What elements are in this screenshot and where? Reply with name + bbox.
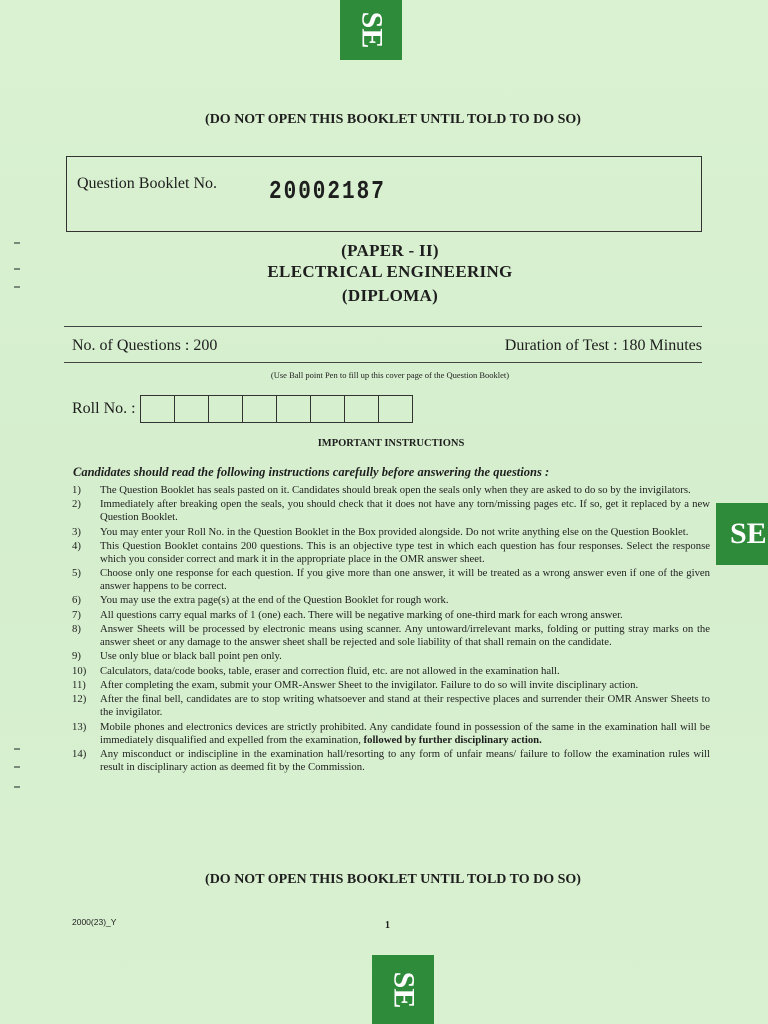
instruction-text <box>100 623 710 649</box>
instruction-item <box>72 650 710 663</box>
instruction-text-body: All questions carry equal marks of 1 (one) each. There will be negative marking of one-third mark for each wrong answer. <box>100 608 623 621</box>
instruction-text-body: Immediately after breaking open the seals, you should check that it does not have any torn/missing pages etc. If so, get it replaced by a new Question Booklet. <box>100 498 710 524</box>
instructions-heading: IMPORTANT INSTRUCTIONS <box>317 438 465 449</box>
instruction-text-body: Any misconduct or indiscipline in the examination hall/resorting to any form of unfair means/ failure to follow the examination rules will result in disciplinary action as deemed fit by the Commission. <box>100 747 710 773</box>
instruction-item <box>72 498 710 524</box>
paper-code: 2000(23)_Y <box>72 917 117 927</box>
seal-sticker-top <box>340 0 402 60</box>
booklet-number-value: 20002187 <box>269 178 386 207</box>
instruction-text-body: Answer Sheets will be processed by electronic means using scanner. Any untoward/irrelevant marks, folding or putting stray marks on the answer sheet or any damage to the answer sheet shall be rejected and sole liability of that shall remain on the candidate. <box>100 623 710 649</box>
level-title: (DIPLOMA) <box>341 286 439 305</box>
instruction-number: 1) <box>72 484 81 496</box>
instruction-item <box>72 665 710 678</box>
test-duration: Duration of Test : 180 Minutes <box>504 337 702 354</box>
instruction-text <box>100 498 710 524</box>
instruction-text <box>100 650 710 663</box>
roll-number-box[interactable] <box>311 395 345 423</box>
roll-number-label: Roll No. : <box>72 400 136 417</box>
instruction-item <box>72 609 710 622</box>
roll-number-box[interactable] <box>379 395 413 423</box>
instruction-number: 8) <box>72 623 81 636</box>
seal-label: SE <box>386 971 420 1008</box>
instruction-text <box>100 540 710 566</box>
instruction-text-body: Calculators, data/code books, table, eraser and correction fluid, etc. are not allowed in the examination hall. <box>100 664 560 677</box>
instruction-text-emphasis: followed by further disciplinary action. <box>363 733 542 746</box>
warning-bottom: (DO NOT OPEN THIS BOOKLET UNTIL TOLD TO DO SO) <box>205 872 581 887</box>
instruction-number: 13) <box>72 720 87 733</box>
roll-number-boxes[interactable] <box>140 395 413 423</box>
roll-number-box[interactable] <box>209 395 243 423</box>
instruction-number: 2) <box>72 498 81 511</box>
booklet-number-label: Question Booklet No. <box>77 175 217 192</box>
instruction-text-body: You may enter your Roll No. in the Question Booklet in the Box provided alongside. Do not write anything else on the Question Booklet. <box>100 525 689 538</box>
instruction-number: 7) <box>72 608 81 621</box>
page-number: 1 <box>385 920 390 931</box>
instruction-item <box>72 693 710 719</box>
margin-mark <box>14 786 20 788</box>
instruction-number: 5) <box>72 567 81 580</box>
roll-number-box[interactable] <box>345 395 379 423</box>
roll-number-box[interactable] <box>243 395 277 423</box>
instruction-text <box>100 484 710 497</box>
instruction-item <box>72 679 710 692</box>
instruction-item <box>72 623 710 649</box>
divider-top <box>64 326 702 327</box>
instruction-item <box>72 594 710 607</box>
instruction-item <box>72 540 710 566</box>
roll-number-box[interactable] <box>175 395 209 423</box>
instruction-text-body: After completing the exam, submit your OMR-Answer Sheet to the invigilator. Failure to do so will invite disciplinary action. <box>100 678 639 691</box>
instructions-lead: Candidates should read the following instructions carefully before answering the questions : <box>73 465 550 479</box>
instruction-text <box>100 679 710 692</box>
instruction-text <box>100 693 710 719</box>
seal-sticker-bottom <box>372 955 434 1024</box>
instruction-text <box>100 748 710 774</box>
booklet-number-box <box>66 156 702 232</box>
pen-note: (Use Ball point Pen to fill up this cover page of the Question Booklet) <box>270 370 510 380</box>
instruction-number: 14) <box>72 747 87 760</box>
instruction-text-body: You may use the extra page(s) at the end of the Question Booklet for rough work. <box>100 594 449 607</box>
seal-sticker-right <box>716 503 768 565</box>
instruction-number: 9) <box>72 650 81 663</box>
margin-mark <box>14 748 20 750</box>
roll-number-field <box>72 395 413 423</box>
instruction-text-body: Use only blue or black ball point pen only. <box>100 650 282 663</box>
number-of-questions: No. of Questions : 200 <box>72 337 218 354</box>
paper-number: (PAPER - II) <box>341 241 439 260</box>
instruction-item <box>72 567 710 593</box>
instruction-text-body: Mobile phones and electronics devices are strictly prohibited. Any candidate found in possession of the same in the examination hall will be immediately disqualified and expelled from the examination, <box>100 720 710 746</box>
roll-number-box[interactable] <box>277 395 311 423</box>
instruction-text-body: This Question Booklet contains 200 questions. This is an objective type test in which each question has four responses. Select the response which you consider correct and mark it in the appropriate place in the OMR answer sheet. <box>100 539 710 565</box>
instruction-number: 3) <box>72 525 81 538</box>
divider-bottom <box>64 362 702 363</box>
margin-mark <box>14 766 20 768</box>
subject-title: ELECTRICAL ENGINEERING <box>267 262 513 281</box>
instruction-number: 6) <box>72 594 81 607</box>
instruction-number: 4) <box>72 539 81 552</box>
instruction-text-body: The Question Booklet has seals pasted on it. Candidates should break open the seals only when they are asked to do so by the invigilators. <box>100 484 691 496</box>
instruction-text <box>100 526 710 539</box>
instruction-text <box>100 609 710 622</box>
instruction-text-body: After the final bell, candidates are to stop writing whatsoever and stand at their respective places and surrender their OMR Answer Sheets to the invigilator. <box>100 693 710 719</box>
instruction-text <box>100 594 710 607</box>
instruction-item <box>72 748 710 774</box>
instruction-item <box>72 526 710 539</box>
instruction-text <box>100 721 710 747</box>
seal-label: SE <box>354 11 388 49</box>
warning-top: (DO NOT OPEN THIS BOOKLET UNTIL TOLD TO DO SO) <box>205 112 581 127</box>
seal-label: SE <box>730 517 767 550</box>
instructions-list <box>72 484 710 775</box>
instruction-number: 10) <box>72 664 87 677</box>
instruction-text-body: Choose only one response for each question. If you give more than one answer, it will be treated as a wrong answer even if one of the given answer happens to be correct. <box>100 567 710 593</box>
instruction-number: 12) <box>72 693 87 706</box>
instruction-text <box>100 665 710 678</box>
roll-number-box[interactable] <box>141 395 175 423</box>
instruction-text <box>100 567 710 593</box>
instruction-item <box>72 484 710 497</box>
instruction-item <box>72 721 710 747</box>
instruction-number: 11) <box>72 678 86 691</box>
